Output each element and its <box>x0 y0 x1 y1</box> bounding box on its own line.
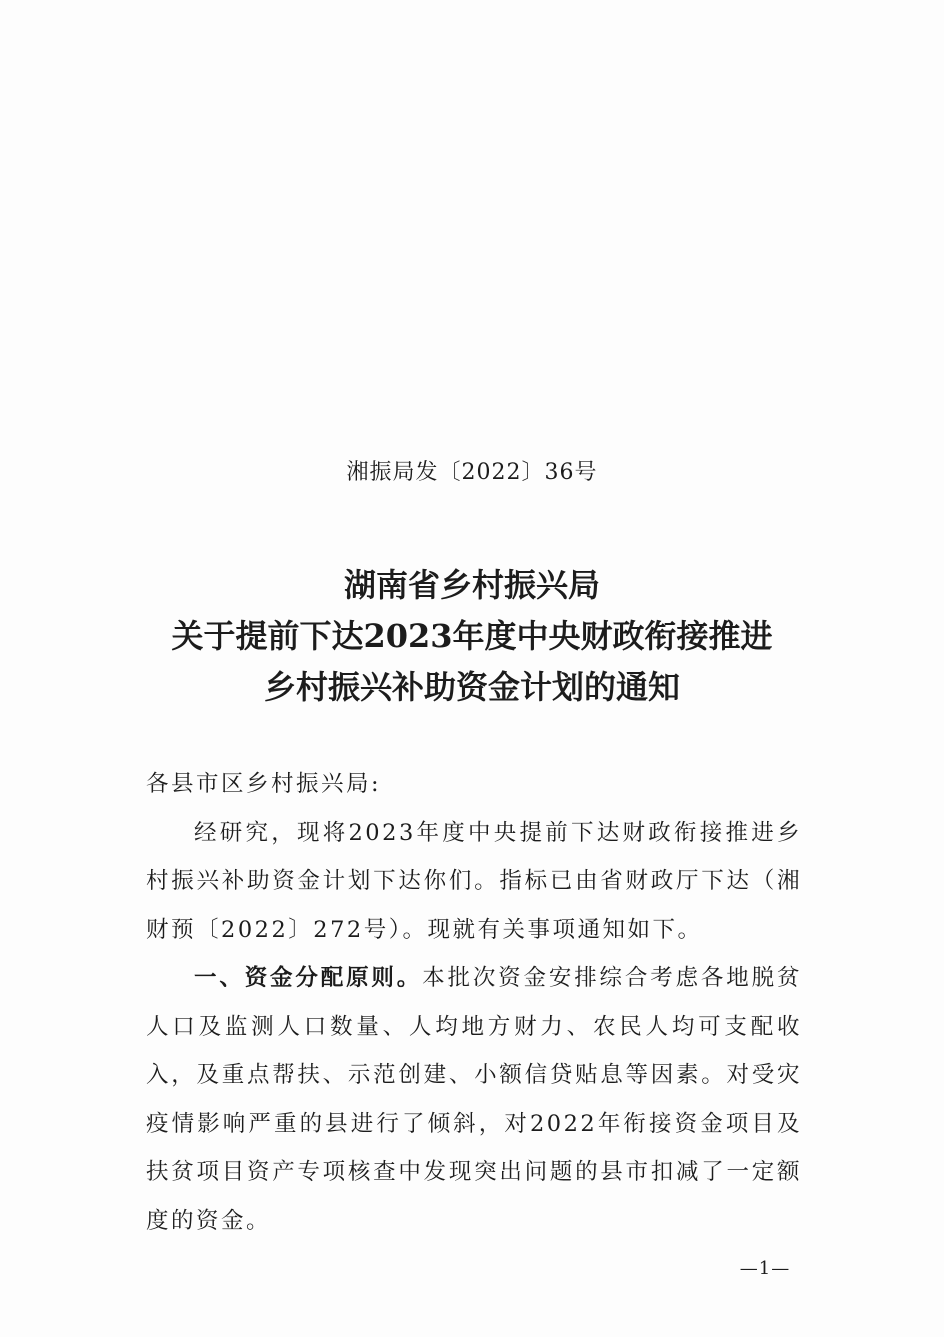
salutation: 各县市区乡村振兴局: <box>146 771 382 797</box>
title-line-3: 乡村振兴补助资金计划的通知 <box>263 668 680 706</box>
document-number: 湘振局发〔2022〕36号 <box>346 460 598 485</box>
section-1-text: 本批次资金安排综合考虑各地脱贫人口及监测人口数量、人均地方财力、农民人均可支配收入，及重点帮扶、示范创建、小额信贷贴息等因素。对受灾疫情影响严重的县进行了倾斜，对2022年衔接资金项目及扶贫项目资产专项核查中发现突出问题的县市扣减了一定额度的资金。 <box>146 965 802 1234</box>
section-1-paragraph <box>146 954 802 1245</box>
paragraph-intro: 经研究，现将2023年度中央提前下达财政衔接推进乡村振兴补助资金计划下达你们。指标已由省财政厅下达（湘财预〔2022〕272号）。现就有关事项通知如下。 <box>146 819 802 943</box>
document-title <box>0 560 944 713</box>
section-1-heading: 一、资金分配原则。 <box>194 965 423 991</box>
title-line-1: 湖南省乡村振兴局 <box>343 566 600 604</box>
document-body <box>146 760 802 1245</box>
page-number: —1— <box>739 1258 791 1279</box>
title-line-2: 关于提前下达2023年度中央财政衔接推进 <box>171 617 773 655</box>
